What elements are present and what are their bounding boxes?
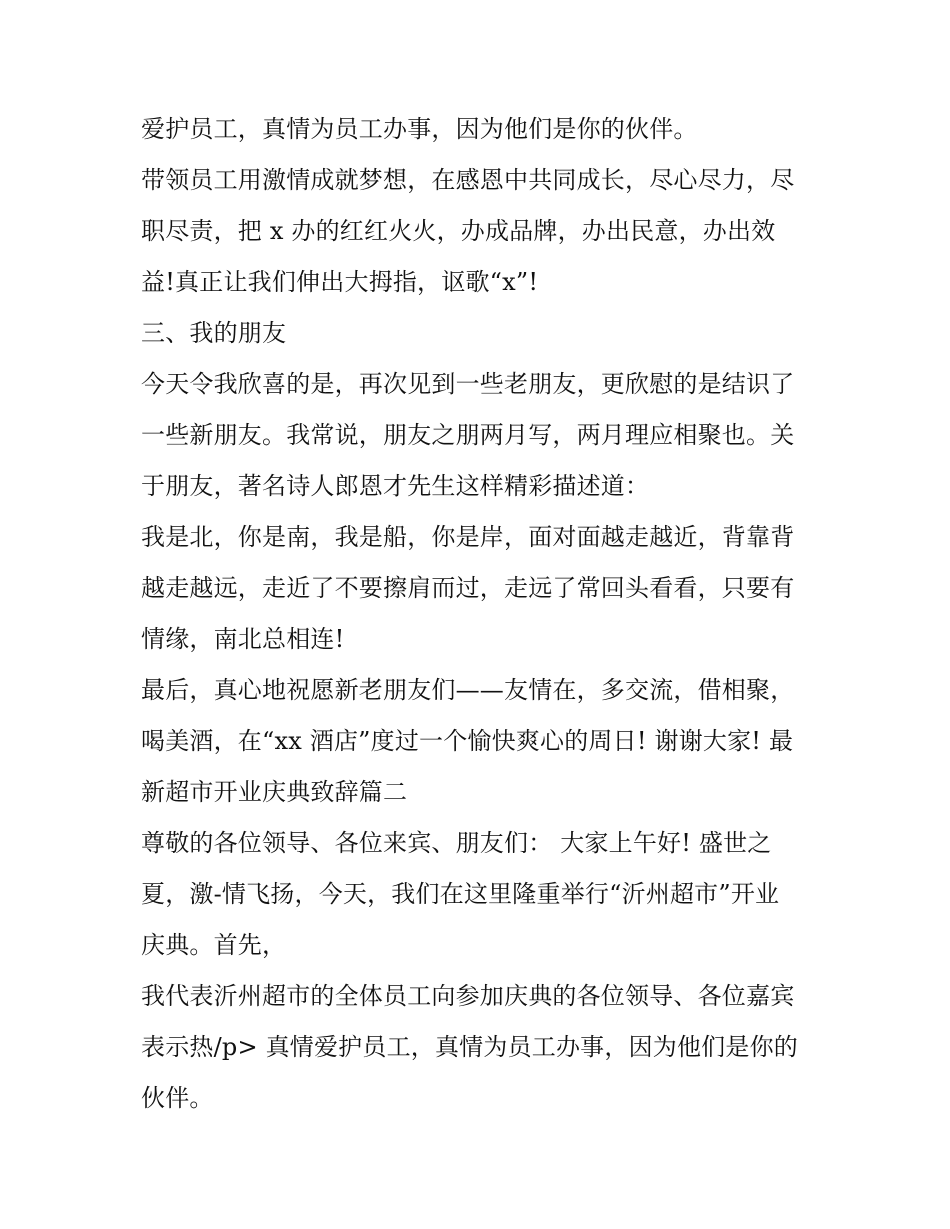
text-line: 情缘，南北总相连!	[141, 625, 345, 653]
text-line: 于朋友，著名诗人郎恩才先生这样精彩描述道：	[141, 472, 650, 500]
text-line: 伙伴。	[141, 1084, 214, 1112]
text-line: 新超市开业庆典致辞篇二	[141, 778, 408, 806]
text-line: 益!真正让我们伸出大拇指，讴歌“x”!	[141, 268, 539, 296]
section-heading: 三、我的朋友	[141, 319, 287, 347]
text-line: 今天令我欣喜的是，再次见到一些老朋友，更欣慰的是结识了	[141, 370, 795, 398]
text-line: 爱护员工，真情为员工办事，因为他们是你的伙伴。	[141, 115, 698, 143]
text-line: 一些新朋友。我常说，朋友之朋两月写，两月理应相聚也。关	[141, 421, 795, 449]
text-line: 我代表沂州超市的全体员工向参加庆典的各位领导、各位嘉宾	[141, 982, 795, 1010]
document-body	[141, 104, 821, 1124]
text-line: 表示热/p> 真情爱护员工，真情为员工办事，因为他们是你的	[141, 1033, 798, 1061]
text-line: 尊敬的各位领导、各位来宾、朋友们： 大家上午好! 盛世之	[141, 829, 772, 857]
text-line: 我是北，你是南，我是船，你是岸，面对面越走越近，背靠背	[141, 523, 795, 551]
text-line: 夏，激-情飞扬，今天，我们在这里隆重举行“沂州超市”开业	[141, 880, 780, 908]
text-line: 喝美酒，在“xx 酒店”度过一个愉快爽心的周日! 谢谢大家! 最	[141, 727, 794, 755]
text-line: 庆典。首先，	[141, 931, 287, 959]
text-line: 带领员工用激情成就梦想，在感恩中共同成长，尽心尽力，尽	[141, 166, 795, 194]
text-line: 越走越远，走近了不要擦肩而过，走远了常回头看看，只要有	[141, 574, 795, 602]
text-line: 最后，真心地祝愿新老朋友们——友情在，多交流，借相聚，	[141, 676, 795, 704]
text-line: 职尽责，把 x 办的红红火火，办成品牌，办出民意，办出效	[141, 217, 776, 245]
